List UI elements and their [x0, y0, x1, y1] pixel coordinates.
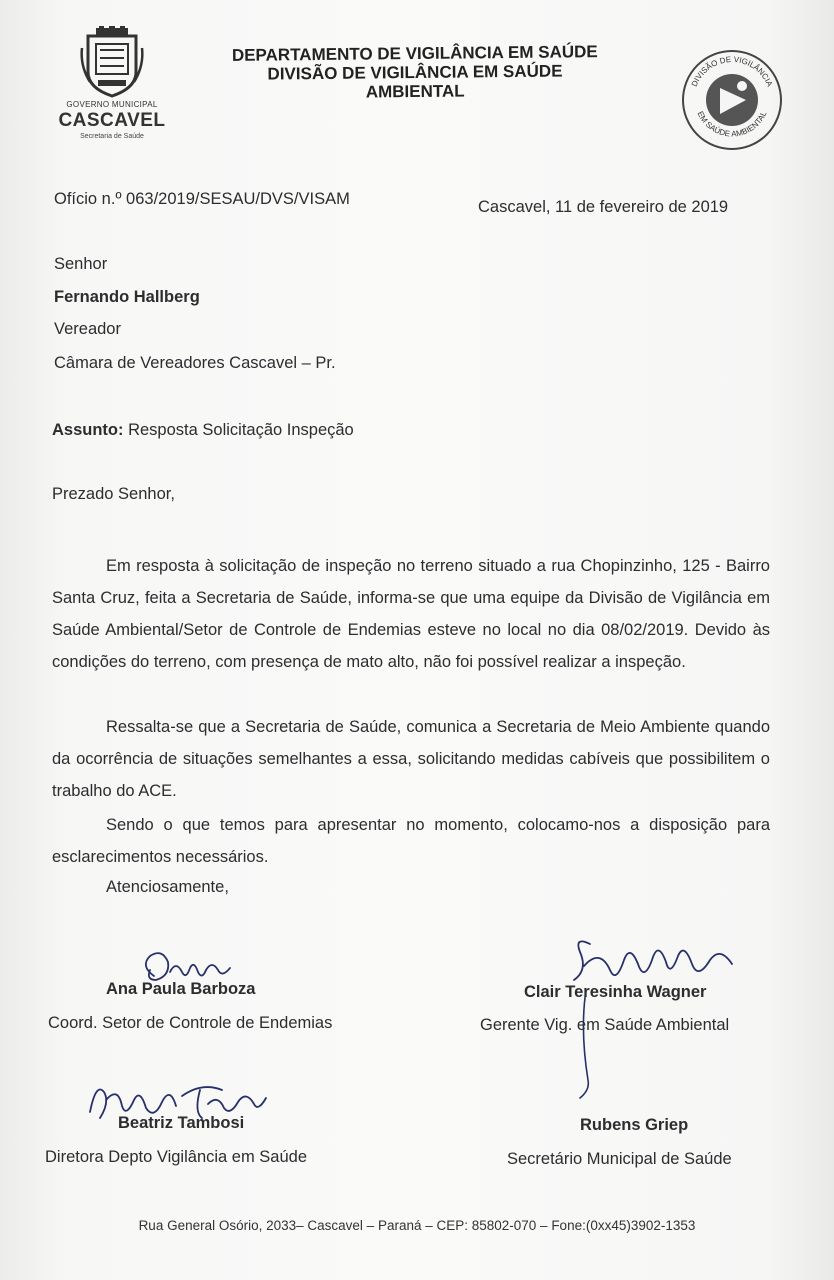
subject-line [52, 421, 354, 440]
signatory-2-name: Clair Teresinha Wagner [524, 983, 707, 1001]
signatory-3-name: Beatriz Tambosi [118, 1114, 245, 1132]
department-title [200, 42, 631, 103]
body-paragraph-2: Ressalta-se que a Secretaria de Saúde, comunica a Secretaria de Meio Ambiente quando da ocorrência de situações semelhantes a essa, solicitando medidas cabíveis que possibilitem o trabalho do ACE. [52, 718, 770, 800]
title-line-3: AMBIENTAL [365, 81, 465, 102]
body-paragraph-1: Em resposta à solicitação de inspeção no terreno situado a rua Chopinzinho, 125 - Bairro Santa Cruz, feita a Secretaria de Saúde, informa-se que uma equipe da Divisão de Vigilância em Saúde Ambiental/Setor de Controle de Endemias esteve no local no dia 08/02/2019. Devido às condições do terreno, com presença de mato alto, não foi possível realizar a inspeção. [52, 557, 770, 671]
recipient-institution: Câmara de Vereadores Cascavel – Pr. [54, 354, 336, 372]
signatory-1-name: Ana Paula Barboza [106, 980, 256, 998]
place-date: Cascavel, 11 de fevereiro de 2019 [478, 198, 729, 216]
closing: Atenciosamente, [106, 878, 229, 896]
title-line-1: DEPARTAMENTO DE VIGILÂNCIA EM SAÚDE [231, 42, 598, 65]
secretariat-label: Secretaria de Saúde [80, 133, 144, 140]
city-name: CASCAVEL [58, 110, 166, 131]
handwritten-signature-clair [560, 930, 750, 1100]
signatory-1-title: Coord. Setor de Controle de Endemias [48, 1014, 333, 1032]
recipient-role: Vereador [54, 320, 121, 338]
subject-label: Assunto: [52, 421, 124, 439]
body-paragraph-3: Sendo o que temos para apresentar no momento, colocamo-nos a disposição para esclarecimentos necessários. [52, 816, 770, 866]
letter-reference: Ofício n.º 063/2019/SESAU/DVS/VISAM [54, 190, 350, 208]
environmental-health-seal-icon [680, 48, 784, 152]
subject-text: Resposta Solicitação Inspeção [128, 421, 354, 439]
signatory-4-title: Secretário Municipal de Saúde [507, 1150, 732, 1168]
recipient-salutation: Senhor [54, 255, 108, 273]
government-label: GOVERNO MUNICIPAL [66, 100, 158, 109]
recipient-name: Fernando Hallberg [54, 288, 200, 306]
title-line-2: DIVISÃO DE VIGILÂNCIA EM SAÚDE [267, 61, 563, 84]
greeting: Prezado Senhor, [52, 485, 175, 503]
signatory-3-title: Diretora Depto Vigilância em Saúde [45, 1148, 308, 1166]
cascavel-logo [52, 24, 172, 144]
svg-text:EM SAÚDE AMBIENTAL: EM SAÚDE AMBIENTAL [695, 109, 769, 139]
city-crest-icon [80, 26, 144, 98]
signatory-2-title: Gerente Vig. em Saúde Ambiental [480, 1016, 730, 1034]
footer-address: Rua General Osório, 2033– Cascavel – Paraná – CEP: 85802-070 – Fone:(0xx45)3902-1353 [138, 1218, 696, 1233]
signatory-4-name: Rubens Griep [580, 1116, 689, 1134]
svg-text:DIVISÃO DE VIGILÂNCIA: DIVISÃO DE VIGILÂNCIA [689, 54, 775, 88]
